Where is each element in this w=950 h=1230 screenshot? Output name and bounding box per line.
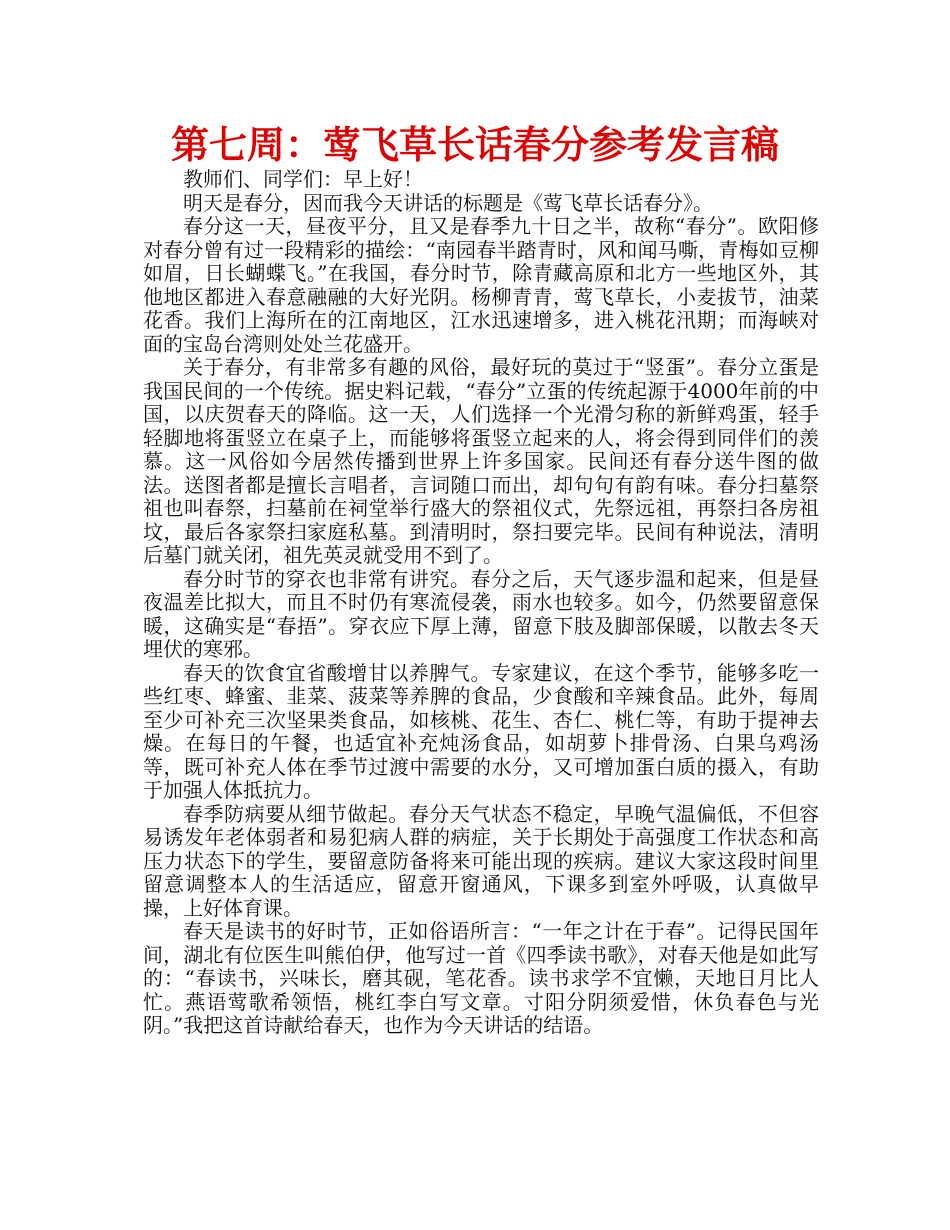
paragraph-customs: 关于春分，有非常多有趣的风俗，最好玩的莫过于“竖蛋”。春分立蛋是我国民间的一个传统。据史料记载，“春分”立蛋的传统起源于4000年前的中国，以庆贺春天的降临。这一天，人们选择一个光滑匀称的新鲜鸡蛋，轻手轻脚地将蛋竖立在桌子上，而能够将蛋竖立起来的人，将会得到同伴们的羡慕。这一风俗如今居然传播到世界上许多国家。民间还有春分送牛图的做法。送图者都是擅长言唱者，言词随口而出，却句句有韵有味。春分扫墓祭祖也叫春祭，扫墓前在祠堂举行盛大的祭祖仪式，先祭远祖，再祭扫各房祖坟，最后各家祭扫家庭私墓。到清明时，祭扫要完毕。民间有种说法，清明后墓门就关闭，祖先英灵就受用不到了。 xyxy=(143,355,819,567)
paragraph-topic: 明天是春分，因而我今天讲话的标题是《莺飞草长话春分》。 xyxy=(183,190,713,215)
paragraph-greeting: 教师们、同学们：早上好！ xyxy=(183,167,423,191)
paragraph-diet: 春天的饮食宜省酸增甘以养脾气。专家建议，在这个季节，能够多吃一些红枣、蜂蜜、韭菜、菠菜等养脾的食品，少食酸和辛辣食品。此外，每周至少可补充三次坚果类食品，如核桃、花生、杏仁、桃仁等，有助于提神去燥。在每日的午餐，也适宜补充炖汤食品，如胡萝卜排骨汤、白果乌鸡汤等，既可补充人体在季节过渡中需要的水分，又可增加蛋白质的摄入，有助于加强人体抵抗力。 xyxy=(143,660,819,802)
paragraph-reading-conclusion: 春天是读书的好时节，正如俗语所言：“一年之计在于春”。记得民国年间，湖北有位医生叫熊伯伊，他写过一首《四季读书歌》，对春天他是如此写的：“春读书，兴味长，磨其砚，笔花香。读书求学不宜懒，天地日月比人忙。燕语莺歌希领悟，桃红李白写文章。寸阳分阴须爱惜，休负春色与光阴。”我把这首诗献给春天，也作为今天讲话的结语。 xyxy=(143,919,819,1037)
paragraph-clothing: 春分时节的穿衣也非常有讲究。春分之后，天气逐步温和起来，但是昼夜温差比拟大，而且不时仍有寒流侵袭，雨水也较多。如今，仍然要留意保暖，这确实是“春捂”。穿衣应下厚上薄，留意下肢及脚部保暖，以散去冬天埋伏的寒邪。 xyxy=(143,566,819,661)
document-title: 第七周：莺飞草长话春分参考发言稿 xyxy=(170,123,779,167)
paragraph-disease-prevention: 春季防病要从细节做起。春分天气状态不稳定，早晚气温偏低，不但容易诱发年老体弱者和易犯病人群的病症，关于长期处于高强度工作状态和高压力状态下的学生，要留意防备将来可能出现的疾病。建议大家这段时间里留意调整本人的生活适应，留意开窗通风，下课多到室外呼吸，认真做早操，上好体育课。 xyxy=(143,801,819,920)
paragraph-spring-equinox-intro: 春分这一天，昼夜平分，且又是春季九十日之半，故称“春分”。欧阳修对春分曾有过一段精彩的描绘：“南园春半踏青时，风和闻马嘶，青梅如豆柳如眉，日长蝴蝶飞。”在我国，春分时节，除青藏高原和北方一些地区外，其他地区都进入春意融融的大好光阴。杨柳青青，莺飞草长，小麦拔节，油菜花香。我们上海所在的江南地区，江水迅速增多，进入桃花汛期；而海峡对面的宝岛台湾则处处兰花盛开。 xyxy=(143,214,819,356)
document-body xyxy=(143,168,819,1038)
